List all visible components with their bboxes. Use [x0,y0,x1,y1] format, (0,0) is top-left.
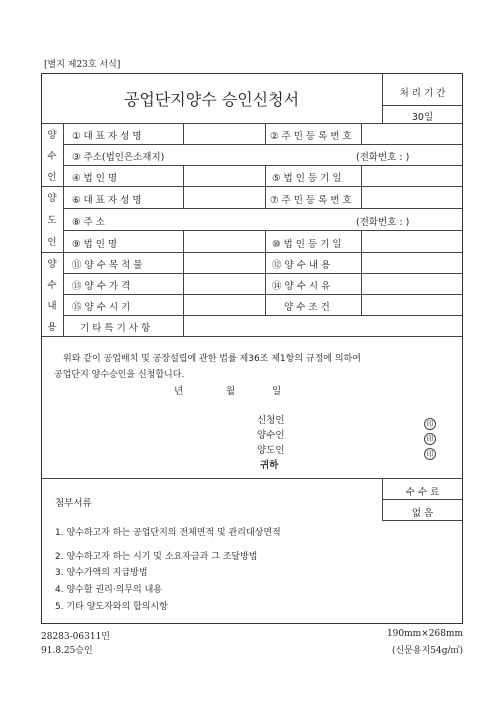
transfer-time-label: ⑮ 양 수 시 기 [72,302,131,313]
attachment-item: 5. 기타 양도자와의 합의시항 [55,602,168,612]
transferee-address-field[interactable] [184,145,354,164]
attachment-item: 3. 양수가액의 지급방법 [55,568,148,578]
transfer-price-field[interactable] [184,274,264,293]
transferor-rep-id-field[interactable] [362,187,462,207]
date-year-label: 년 [174,386,184,397]
date-month-label: 월 [226,386,236,397]
transferee-phone-label: (전화번호 : ) [356,152,410,163]
transfer-time-field[interactable] [184,295,264,314]
fee-label: 수 수 료 [405,487,440,498]
attachment-item: 1. 양수하고자 하는 공업단지의 전체면적 및 관리대상면적 [55,528,281,538]
transferor-address-label: ⑧ 주 소 [72,217,105,228]
attachment-item: 4. 양수할 권리·의무의 내용 [55,585,162,595]
transferee-rep-id-label: ② 주 민 등 록 번 호 [270,131,352,142]
applicant-label: 신청인 [257,415,285,426]
transfer-object-label: ⑪ 양 수 목 적 물 [72,260,143,271]
transferee-rep-name-field[interactable] [184,124,264,143]
special-notes-field[interactable] [184,316,462,335]
transferee-corp-name-label: ④ 법 인 명 [72,173,118,184]
transferee-rep-id-field[interactable] [362,124,462,143]
form-code: 28283-06311민 [41,632,110,642]
processing-period-value: 30일 [411,112,434,123]
transfer-reason-label: ⑭ 양 수 시 유 [272,281,331,292]
paper-type: (신문용지54g/㎡) [391,646,463,656]
transfer-object-field[interactable] [184,253,264,272]
transferor-corp-date-field[interactable] [362,231,462,251]
transferor-address-field[interactable] [184,209,354,229]
transferee-corp-name-field[interactable] [184,166,264,185]
transferee-corp-date-field[interactable] [362,166,462,185]
transferee-address-label: ③ 주소(법인은소재지) [72,152,165,163]
approval-date: 91.8.25승인 [41,646,93,656]
processing-period-label: 처 리 기 간 [399,88,446,99]
transferee-group-label: 양 수 인 [47,129,57,183]
transferor-corp-name-field[interactable] [184,231,264,251]
fee-value: 없 음 [411,508,434,519]
transferee-corp-date-label: ⑤ 법 인 등 기 일 [272,173,342,184]
transfer-conditions-label: 양 수 조 건 [284,302,330,313]
transfer-reason-field[interactable] [362,274,462,293]
transferor-rep-name-field[interactable] [184,187,264,207]
date-day-label: 일 [272,386,282,397]
transferor-phone-label: (전화번호 : ) [356,217,410,228]
transferor-seal-icon: 印 [424,441,436,460]
transferor-corp-date-label: ⑩ 법 인 등 기 일 [272,239,342,250]
form-number-label: [별지 제23호 서식] [44,60,121,70]
transferee-signature-label: 양수인 [257,430,285,441]
form-title: 공업단지양수 승인신청서 [123,89,300,109]
transfer-price-label: ⑬ 양 수 가 격 [72,281,131,292]
statement-line-2: 공업단지 양수승인을 신청합니다. [54,370,185,380]
attachment-item: 2. 양수하고자 하는 시기 및 소요자금과 그 조달방법 [55,552,258,562]
transfer-group-label: 양 수 내 용 [47,258,57,333]
transferor-rep-id-label: ⑦ 주 민 등 록 번 호 [270,195,352,206]
transferor-signature-label: 양도인 [257,445,285,456]
special-notes-label: 기 타 특 기 사 항 [80,323,151,334]
recipient-label: 귀하 [260,460,279,471]
transfer-content-label: ⑫ 양 수 내 용 [272,260,331,271]
transferee-seal-icon: 印 [424,426,436,445]
transfer-conditions-field[interactable] [362,295,462,314]
transferor-group-label: 양 도 인 [47,193,57,248]
statement-line-1: 위와 같이 공업배치 및 공장설립에 관한 법률 제36조 제1항의 규정에 의하여 [63,354,361,364]
paper-size: 190mm×268mm [386,629,463,639]
transferor-corp-name-label: ⑨ 법 인 명 [72,239,118,250]
transferor-rep-name-label: ⑥ 대 표 자 성 명 [72,195,142,206]
applicant-seal-icon: 印 [424,411,436,430]
transferee-rep-name-label: ① 대 표 자 성 명 [72,131,142,142]
attachments-label: 첨부서류 [55,498,92,509]
transfer-content-field[interactable] [362,253,462,272]
